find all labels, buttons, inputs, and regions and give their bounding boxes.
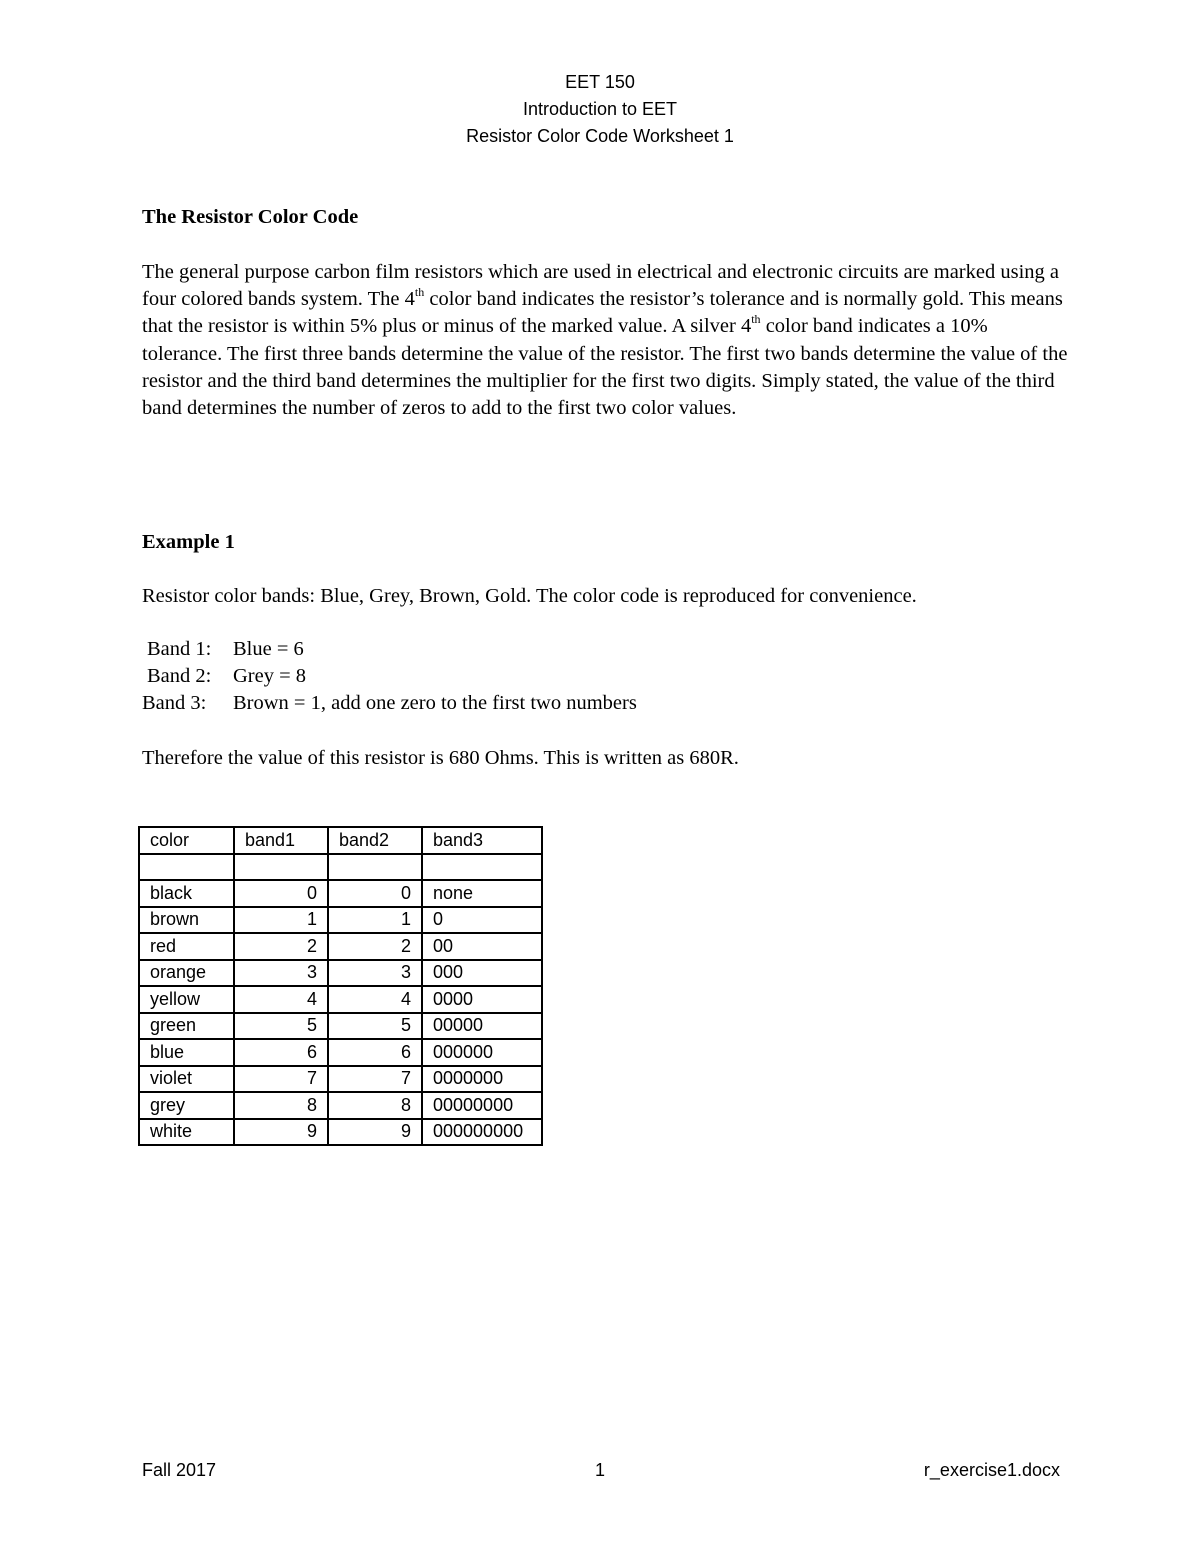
table-cell: 1 [234, 907, 328, 934]
table-row [139, 854, 542, 881]
table-cell: 000000 [422, 1039, 542, 1066]
table-cell: white [139, 1119, 234, 1146]
color-code-table [138, 826, 543, 1146]
band2-label: Band 2: [147, 665, 212, 687]
table-cell: 1 [328, 907, 422, 934]
table-cell: 8 [234, 1092, 328, 1119]
example-intro: Resistor color bands: Blue, Grey, Brown, Gold. The color code is reproduced for convenience. [142, 585, 917, 607]
table-cell: 3 [328, 960, 422, 987]
table-cell: 5 [328, 1013, 422, 1040]
table-cell: violet [139, 1066, 234, 1093]
table-cell: brown [139, 907, 234, 934]
table-cell: blue [139, 1039, 234, 1066]
intro-text-part3: color band indicates a 10% tolerance. The first three bands determine the value of the resistor. The first two bands determine the value of the resistor and the third band determines the multiplier for the first two digits. Simply stated, the value of the third band determines the number of zeros to add to the first two color values. [142, 315, 1068, 420]
table-cell: 6 [328, 1039, 422, 1066]
table-row [139, 1039, 542, 1066]
table-cell: 9 [234, 1119, 328, 1146]
table-cell: 5 [234, 1013, 328, 1040]
table-cell: grey [139, 1092, 234, 1119]
table-cell: 4 [328, 986, 422, 1013]
table-cell: red [139, 933, 234, 960]
footer-term: Fall 2017 [142, 1460, 217, 1480]
course-code: EET 150 [565, 72, 635, 92]
table-cell [328, 854, 422, 881]
table-row [139, 960, 542, 987]
table-cell: 00000 [422, 1013, 542, 1040]
band3-value: Brown = 1, add one zero to the first two numbers [233, 692, 637, 714]
table-row [139, 1013, 542, 1040]
table-row [139, 1066, 542, 1093]
table-cell: none [422, 880, 542, 907]
band2-value: Grey = 8 [233, 665, 307, 687]
table-cell: 6 [234, 1039, 328, 1066]
course-title: Introduction to EET [522, 99, 678, 119]
superscript-th: th [414, 285, 425, 300]
table-header-cell: band1 [234, 827, 328, 854]
band3-label: Band 3: [142, 692, 207, 714]
table-header-cell: band2 [328, 827, 422, 854]
table-cell: black [139, 880, 234, 907]
table-cell: 000 [422, 960, 542, 987]
footer-filename: r_exercise1.docx [923, 1460, 1060, 1480]
table-row [139, 933, 542, 960]
table-cell: 0000 [422, 986, 542, 1013]
table-row [139, 880, 542, 907]
table-cell: 0 [234, 880, 328, 907]
table-row [139, 1119, 542, 1146]
table-cell: 0000000 [422, 1066, 542, 1093]
table-cell: 7 [328, 1066, 422, 1093]
superscript-th: th [751, 312, 761, 327]
table-cell: 000000000 [422, 1119, 542, 1146]
table-header-row [139, 827, 542, 854]
worksheet-title: Resistor Color Code Worksheet 1 [466, 126, 734, 146]
table-cell: 0 [328, 880, 422, 907]
table-cell: 00000000 [422, 1092, 542, 1119]
table-row [139, 907, 542, 934]
table-row [139, 986, 542, 1013]
footer-page-number: 1 [595, 1460, 606, 1480]
table-cell: 9 [328, 1119, 422, 1146]
table-cell: 7 [234, 1066, 328, 1093]
table-row [139, 1092, 542, 1119]
table-cell: 0 [422, 907, 542, 934]
section-heading-color-code: The Resistor Color Code [142, 206, 359, 228]
color-code-table-body [139, 827, 542, 1145]
table-cell [234, 854, 328, 881]
intro-paragraph [142, 259, 1072, 422]
table-cell [422, 854, 542, 881]
table-cell: 4 [234, 986, 328, 1013]
intro-text-part1: The general purpose carbon film resistors which are used in electrical and electronic circuits are marked using a four colored bands system. The 4 [142, 261, 1059, 311]
table-cell: 3 [234, 960, 328, 987]
table-cell: 8 [328, 1092, 422, 1119]
table-cell: yellow [139, 986, 234, 1013]
table-header-cell: band3 [422, 827, 542, 854]
band1-label: Band 1: [147, 638, 212, 660]
example-heading: Example 1 [142, 531, 235, 553]
table-cell: 2 [328, 933, 422, 960]
example-conclusion: Therefore the value of this resistor is 680 Ohms. This is written as 680R. [142, 747, 739, 769]
table-cell: green [139, 1013, 234, 1040]
table-header-cell: color [139, 827, 234, 854]
band1-value: Blue = 6 [233, 638, 304, 660]
table-cell: 00 [422, 933, 542, 960]
table-cell: orange [139, 960, 234, 987]
intro-text-part2: color band indicates the resistor’s tolerance and is normally gold. This means that the resistor is within 5% plus or minus of the marked value. A silver 4 [142, 288, 1063, 338]
table-cell: 2 [234, 933, 328, 960]
table-cell [139, 854, 234, 881]
